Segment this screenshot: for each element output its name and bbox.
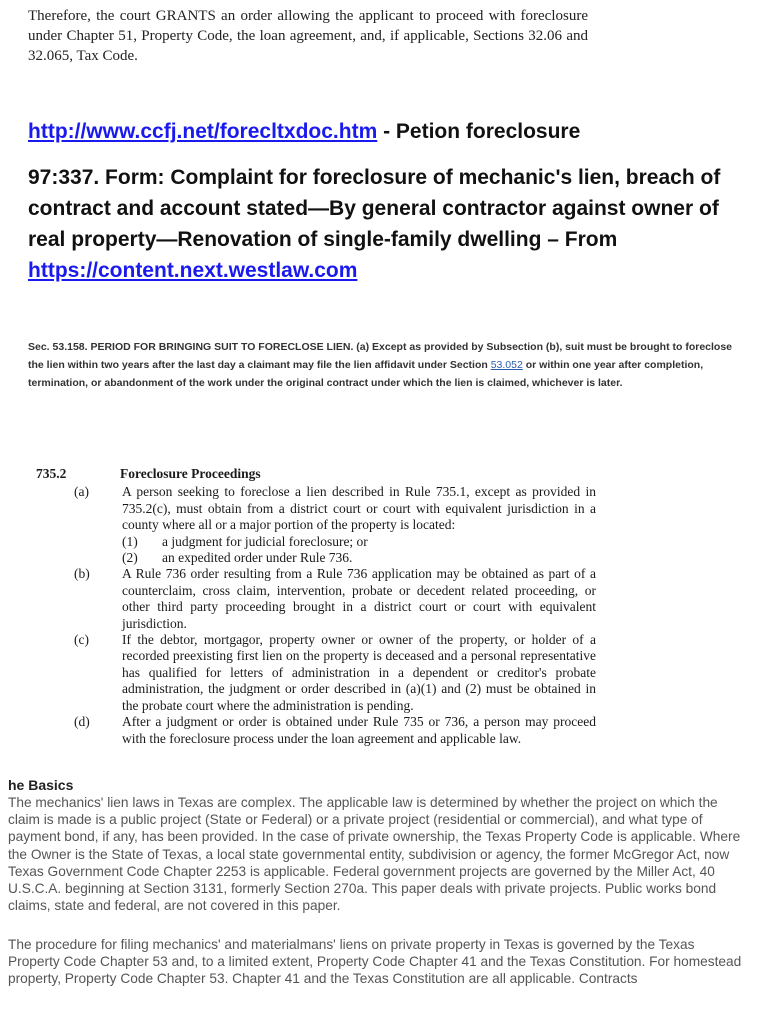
rule-subitem-text: an expedited order under Rule 736. [162, 550, 353, 566]
ccfj-link[interactable]: http://www.ccfj.net/forecltxdoc.htm [28, 120, 378, 143]
rule-item-text: A Rule 736 order resulting from a Rule 736 application may be obtained as part of a counterclaim, cross claim, intervention, probate or decedent related proceeding, or other third party proceeding brought in a district court or court with equivalent jurisdiction. [122, 566, 596, 631]
basics-heading: he Basics [8, 777, 74, 793]
order-excerpt [28, 6, 588, 66]
rule-header [36, 466, 596, 482]
section-53-158-paragraph [28, 338, 750, 392]
rule-item-d [36, 714, 596, 747]
rule-item-a [36, 484, 596, 566]
rule-item-letter: (a) [74, 484, 89, 500]
order-excerpt-text: Therefore, the court GRANTS an order allowing the applicant to proceed with foreclosure under Chapter 51, Property Code, the loan agreement, and, if applicable, Sections 32.06 and 32.065, Tax Code. [28, 8, 588, 64]
section-53-052-link[interactable]: 53.052 [490, 359, 523, 371]
rule-item-letter: (c) [74, 632, 89, 648]
westlaw-link[interactable]: https://content.next.westlaw.com [28, 259, 358, 282]
rule-title: Foreclosure Proceedings [120, 466, 261, 481]
section-text-after: or within one year after completion, termination, or abandonment of the work under the original contract under which the lien is claimed, whichever is later. [28, 359, 704, 389]
rule-subitem-2 [122, 550, 596, 566]
section-text-before: Sec. 53.158. PERIOD FOR BRINGING SUIT TO FORECLOSE LIEN. (a) Except as provided by Subsection (b), suit must be brought to foreclose the lien within two years after the last day a claimant may file the lien affidavit under Section [28, 341, 733, 371]
basics-paragraph-1: The mechanics' lien laws in Texas are complex. The applicable law is determined by whether the project on which the claim is made is a public project (State or Federal) or a private project (residential or commercial), and what type of payment bond, if any, has been provided. In the case of private ownership, the Texas Property Code is applicable. Where the Owner is the State of Texas, a local state governmental entity, subdivision or agency, the former McGregor Act, now Texas Government Code Chapter 2253 is applicable. Federal government projects are governed by the Miller Act, 40 U.S.C.A. beginning at Section 3131, formerly Section 270a. This paper deals with private projects. Public works bond claims, state and federal, are not covered in this paper. [8, 795, 741, 914]
form-heading [28, 162, 758, 286]
source-link-suffix: - Petion foreclosure [377, 120, 581, 143]
rule-item-c [36, 632, 596, 714]
rule-item-letter: (b) [74, 566, 90, 582]
source-link-line [28, 120, 758, 144]
basics-paragraph-2: The procedure for filing mechanics' and materialmans' liens on private property in Texas is governed by the Texas Property Code Chapter 53 and, to a limited extent, Property Code Chapter 41 and the Texas Constitution. For homestead property, Property Code Chapter 53. Chapter 41 and the Texas Constitution are all applicable. Contracts [8, 937, 742, 987]
rule-735-2-excerpt [36, 466, 596, 764]
form-heading-text: 97:337. Form: Complaint for foreclosure of mechanic's lien, breach of contract and account stated—By general contractor against owner of real property—Renovation of single-family dwelling – From [28, 166, 721, 251]
rule-subitem-number: (2) [122, 550, 138, 566]
rule-subitem-number: (1) [122, 533, 138, 549]
rule-item-b [36, 566, 596, 632]
rule-number: 735.2 [36, 466, 67, 481]
rule-item-text: After a judgment or order is obtained under Rule 735 or 736, a person may proceed with the foreclosure process under the loan agreement and applicable law. [122, 714, 596, 746]
rule-subitem-text: a judgment for judicial foreclosure; or [162, 533, 368, 549]
rule-subitem-1 [122, 534, 596, 550]
rule-item-letter: (d) [74, 714, 90, 730]
rule-item-text: A person seeking to foreclose a lien described in Rule 735.1, except as provided in 735.2(c), must obtain from a district court or court with equivalent jurisdiction in a county where all or a major portion of the property is located: [122, 484, 596, 533]
rule-item-text: If the debtor, mortgagor, property owner or owner of the property, or holder of a recorded preexisting first lien on the property is deceased and a personal representative has qualified for letters of administration in a dependent or creditor's probate administration, the judgment or order described in (a)(1) and (2) must be obtained in the probate court where the administration is pending. [122, 632, 596, 713]
